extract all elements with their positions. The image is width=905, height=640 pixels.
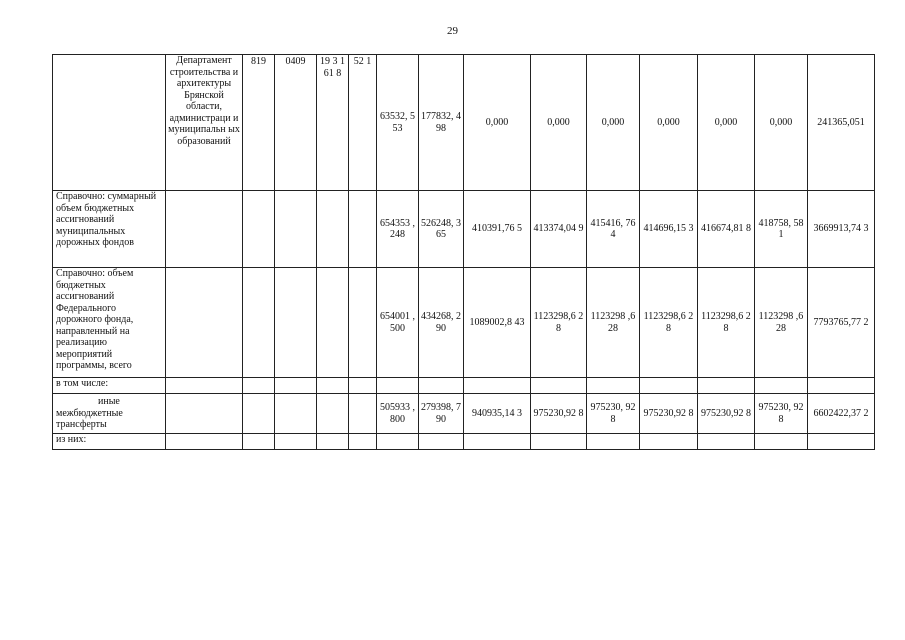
- value-cell: 0,000: [640, 55, 698, 191]
- value-cell: [587, 434, 640, 450]
- value-cell: 975230,92 8: [531, 394, 587, 434]
- value-cell: [377, 434, 419, 450]
- value-cell: 63532, 553: [377, 55, 419, 191]
- department-cell: [166, 268, 243, 378]
- value-cell: 1123298,6 28: [640, 268, 698, 378]
- value-cell: [377, 378, 419, 394]
- value-cell: [698, 434, 755, 450]
- code-cell: [275, 378, 317, 394]
- total-cell: [808, 434, 875, 450]
- total-cell: 7793765,77 2: [808, 268, 875, 378]
- value-cell: [464, 434, 531, 450]
- value-cell: [531, 434, 587, 450]
- table-row: [53, 268, 875, 378]
- value-cell: 0,000: [587, 55, 640, 191]
- row-name-cell: [53, 55, 166, 191]
- value-cell: 1123298 ,628: [587, 268, 640, 378]
- row-name-cell: из них:: [53, 434, 166, 450]
- value-cell: 940935,14 3: [464, 394, 531, 434]
- value-cell: 418758, 581: [755, 191, 808, 268]
- department-cell: [166, 394, 243, 434]
- code-cell: 819: [243, 55, 275, 191]
- value-cell: 975230,92 8: [640, 394, 698, 434]
- code-cell: [317, 394, 349, 434]
- code-cell: [243, 378, 275, 394]
- code-cell: [349, 378, 377, 394]
- table-row: [53, 55, 875, 191]
- code-cell: [275, 434, 317, 450]
- department-cell: [166, 191, 243, 268]
- value-cell: [640, 434, 698, 450]
- value-cell: 0,000: [464, 55, 531, 191]
- total-cell: 3669913,74 3: [808, 191, 875, 268]
- table-row: [53, 191, 875, 268]
- department-cell: [166, 434, 243, 450]
- value-cell: 0,000: [531, 55, 587, 191]
- value-cell: [755, 378, 808, 394]
- value-cell: 526248, 365: [419, 191, 464, 268]
- code-cell: [275, 394, 317, 434]
- code-cell: [275, 191, 317, 268]
- value-cell: 975230,92 8: [698, 394, 755, 434]
- code-cell: [317, 268, 349, 378]
- code-cell: [243, 268, 275, 378]
- table-row: [53, 434, 875, 450]
- code-cell: [317, 378, 349, 394]
- code-cell: 52 1: [349, 55, 377, 191]
- value-cell: 0,000: [755, 55, 808, 191]
- table-row: [53, 394, 875, 434]
- page-number: 29: [447, 25, 458, 37]
- value-cell: 413374,04 9: [531, 191, 587, 268]
- code-cell: [349, 191, 377, 268]
- row-name-cell: в том числе:: [53, 378, 166, 394]
- row-name-rest: межбюджетные трансферты: [56, 407, 123, 431]
- table-row: [53, 378, 875, 394]
- code-cell: [349, 434, 377, 450]
- code-cell: [243, 394, 275, 434]
- value-cell: 975230, 928: [755, 394, 808, 434]
- value-cell: 415416, 764: [587, 191, 640, 268]
- value-cell: 1123298,6 28: [698, 268, 755, 378]
- code-cell: [243, 191, 275, 268]
- row-name-cell: [53, 394, 166, 434]
- row-name-cell: Справочно: объем бюджетных ассигнований Федерального дорожного фонда, направленный на реализацию мероприятий программы, всего: [53, 268, 166, 378]
- code-cell: 19 3 161 8: [317, 55, 349, 191]
- code-cell: [349, 268, 377, 378]
- row-name-first-line: иные: [98, 396, 120, 408]
- code-cell: [349, 394, 377, 434]
- code-cell: [317, 191, 349, 268]
- budget-table: [52, 54, 875, 450]
- value-cell: 1123298 ,628: [755, 268, 808, 378]
- value-cell: 0,000: [698, 55, 755, 191]
- total-cell: 6602422,37 2: [808, 394, 875, 434]
- code-cell: [275, 268, 317, 378]
- value-cell: 410391,76 5: [464, 191, 531, 268]
- value-cell: [419, 434, 464, 450]
- value-cell: 416674,81 8: [698, 191, 755, 268]
- department-cell: [166, 378, 243, 394]
- value-cell: [698, 378, 755, 394]
- value-cell: 975230, 928: [587, 394, 640, 434]
- code-cell: [317, 434, 349, 450]
- code-cell: 0409: [275, 55, 317, 191]
- value-cell: 505933 ,800: [377, 394, 419, 434]
- department-cell: Департамент строительства и архитектуры Брянской области, администраци и муниципальн ых образований: [166, 55, 243, 191]
- value-cell: [464, 378, 531, 394]
- value-cell: 434268, 290: [419, 268, 464, 378]
- value-cell: 1123298,6 28: [531, 268, 587, 378]
- value-cell: 279398, 790: [419, 394, 464, 434]
- value-cell: 414696,15 3: [640, 191, 698, 268]
- code-cell: [243, 434, 275, 450]
- total-cell: 241365,051: [808, 55, 875, 191]
- value-cell: [755, 434, 808, 450]
- total-cell: [808, 378, 875, 394]
- value-cell: [587, 378, 640, 394]
- value-cell: 654001 ,500: [377, 268, 419, 378]
- value-cell: 654353 ,248: [377, 191, 419, 268]
- row-name-cell: Справочно: суммарный объем бюджетных ассигнований муниципальных дорожных фондов: [53, 191, 166, 268]
- value-cell: 1089002,8 43: [464, 268, 531, 378]
- value-cell: 177832, 498: [419, 55, 464, 191]
- value-cell: [419, 378, 464, 394]
- value-cell: [531, 378, 587, 394]
- value-cell: [640, 378, 698, 394]
